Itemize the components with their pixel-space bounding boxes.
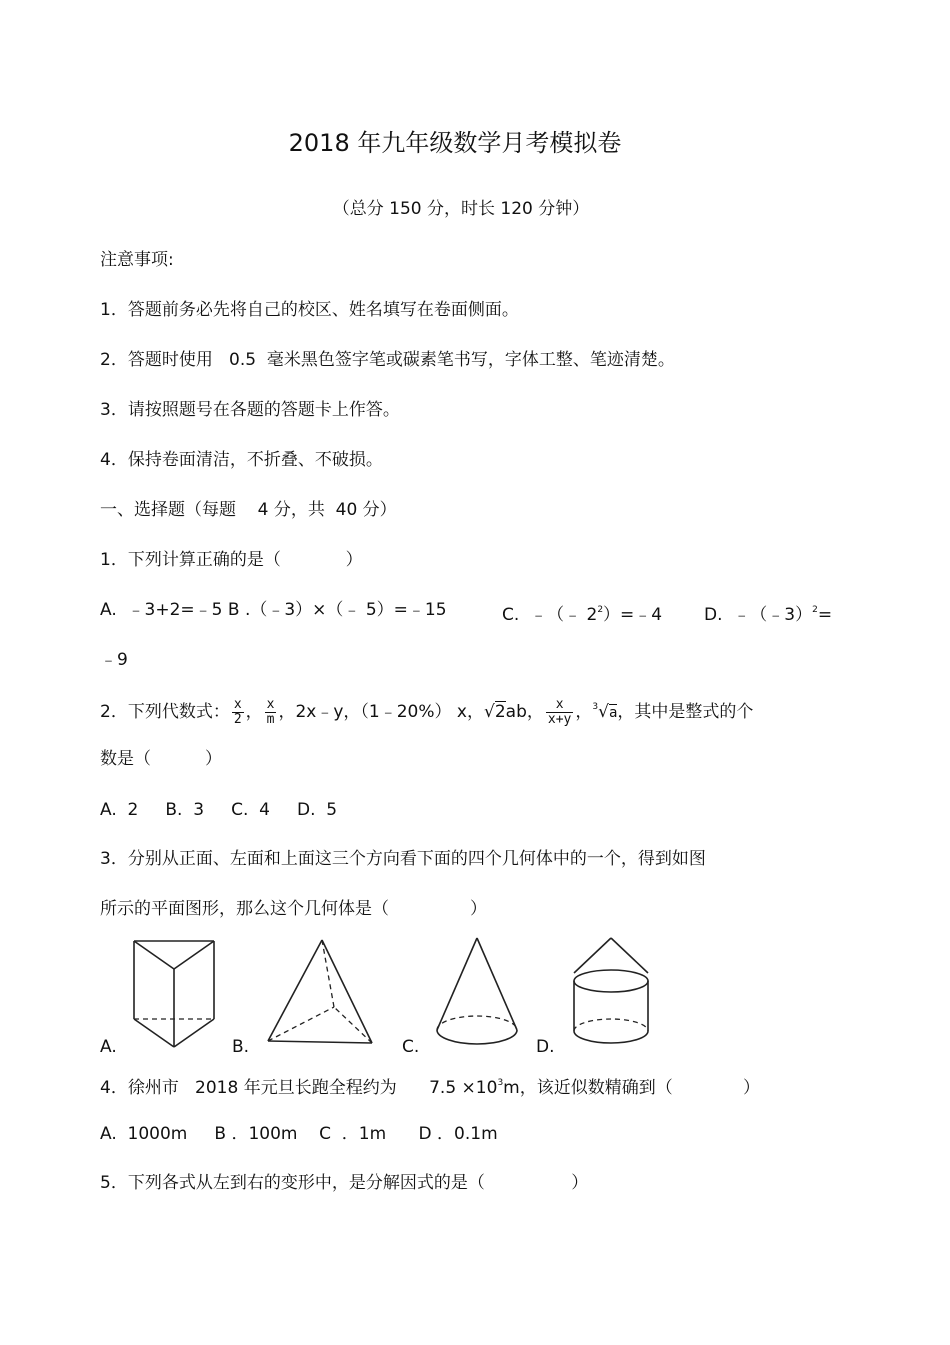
question-1-continuation: ﹣9: [100, 650, 128, 670]
figure-label-a: A.: [100, 1037, 117, 1057]
page-title: 2018 年九年级数学月考模拟卷: [288, 129, 622, 157]
fraction: $\frac{x}{x+y}$: [547, 696, 572, 727]
note-item: 2．答题时使用 0.5 毫米黑色签字笔或碳素笔书写，字体工整、笔迹清楚。: [100, 350, 675, 370]
note-item: 3．请按照题号在各题的答题卡上作答。: [100, 400, 400, 420]
exam-info: （总分 150 分，时长 120 分钟）: [332, 199, 590, 219]
note-item: 1．答题前务必先将自己的校区、姓名填写在卷面侧面。: [100, 300, 519, 320]
question-1-option-c: C. ﹣（﹣ $2^2)=﹣4$: [502, 605, 663, 625]
cone-on-cylinder-figure: [566, 935, 656, 1051]
question-4-options: A. 1000m B ．100m C ．1m D ．0.1m: [100, 1124, 498, 1144]
question-2-options: A. 2 B. 3 C. 4 D. 5: [100, 800, 338, 820]
figure-label-d: D.: [536, 1037, 555, 1057]
figure-label-b: B.: [232, 1037, 250, 1057]
triangular-prism-figure: [128, 935, 220, 1051]
question-2-stem: 2．下列代数式： $\frac{x}{2}$ ， $\frac{x}{m}$ ，2x﹣y，（1﹣20%） x，√2ab， $\frac{x}{x+y}$ ，$^3$√a，其中是整式的个: [100, 696, 754, 727]
question-3-stem-cont: 所示的平面图形，那么这个几何体是（ ）: [100, 899, 488, 919]
question-4-stem: 4．徐州市 2018 年元旦长跑全程约为 $7.5 \times 10^3m$，该近似数精确到（ ）: [100, 1078, 760, 1098]
question-1-option-d: D. ﹣（﹣3）$^2$=: [704, 605, 833, 625]
question-1-options-ab: A. ﹣3+2=﹣5 B .（﹣3）×（﹣ 5）=﹣15: [100, 600, 447, 620]
note-item: 4．保持卷面清洁，不折叠、不破损。: [100, 450, 383, 470]
cone-figure: [432, 935, 522, 1051]
question-1-stem: 1．下列计算正确的是（ ）: [100, 550, 363, 570]
fraction: $\frac{x}{m}$: [266, 696, 275, 727]
cube-root-icon: √: [598, 702, 609, 722]
question-3-stem: 3．分别从正面、左面和上面这三个方向看下面的四个几何体中的一个，得到如图: [100, 849, 706, 869]
figure-label-c: C.: [402, 1037, 420, 1057]
section-heading: 一、选择题（每题 4 分，共 40 分）: [100, 500, 397, 520]
sqrt-icon: √: [484, 702, 495, 722]
question-2-continuation: 数是（ ）: [100, 749, 223, 769]
fraction: $\frac{x}{2}$: [233, 696, 242, 727]
pyramid-figure: [262, 935, 378, 1051]
notes-heading: 注意事项:: [100, 250, 174, 270]
question-5-stem: 5．下列各式从左到右的变形中，是分解因式的是（ ）: [100, 1173, 589, 1193]
